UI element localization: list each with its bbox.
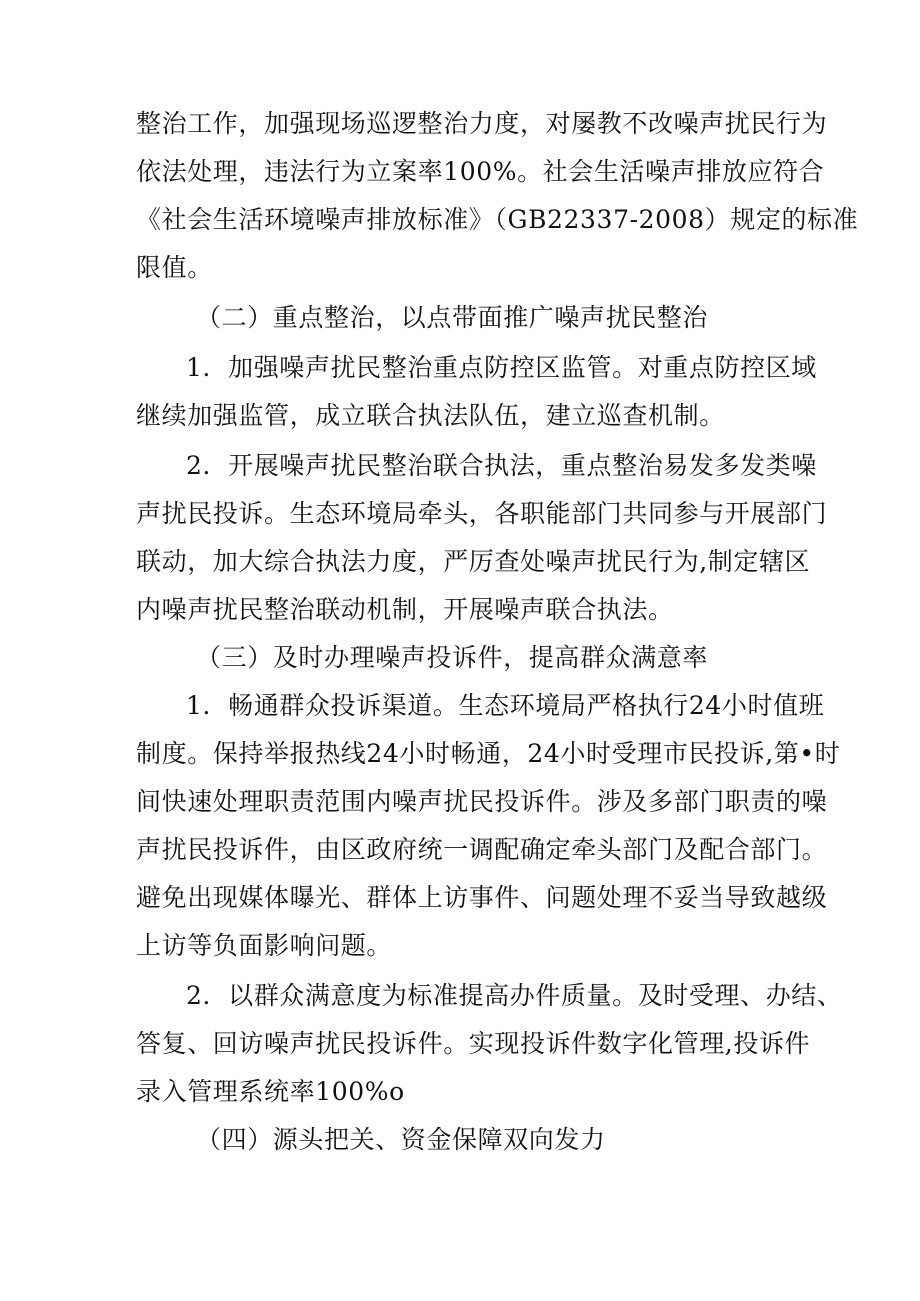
text-line: 《社会生活环境噪声排放标准》（GB22337-2008）规定的标准	[136, 205, 859, 234]
text-line: 2．以群众满意度为标准提高办件质量。及时受理、办结、	[186, 981, 843, 1010]
section-heading: （四）源头把关、资金保障双向发力	[196, 1125, 606, 1154]
section-heading: （二）重点整治，以点带面推广噪声扰民整治	[196, 303, 709, 332]
text-line: 录入管理系统率100%o	[136, 1077, 405, 1106]
text-line: 依法处理，违法行为立案率100%。社会生活噪声排放应符合	[136, 157, 825, 186]
text-line: 限值。	[136, 253, 213, 282]
text-line: 间快速处理职责范围内噪声扰民投诉件。涉及多部门职责的噪	[136, 787, 828, 816]
text-line: 答复、回访噪声扰民投诉件。实现投诉件数字化管理,投诉件	[136, 1029, 811, 1058]
section-heading: （三）及时办理噪声投诉件，提高群众满意率	[196, 643, 709, 672]
text-line: 上访等负面影响问题。	[136, 931, 393, 960]
text-line: 联动，加大综合执法力度，严厉查处噪声扰民行为,制定辖区	[136, 547, 811, 576]
text-line: 1．畅通群众投诉渠道。生态环境局严格执行24小时值班	[186, 691, 825, 720]
text-line: 继续加强监管，成立联合执法队伍，建立巡查机制。	[136, 401, 725, 430]
text-line: 内噪声扰民整治联动机制，开展噪声联合执法。	[136, 595, 674, 624]
text-line: 声扰民投诉。生态环境局牵头，各职能部门共同参与开展部门	[136, 499, 828, 528]
text-line: 整治工作，加强现场巡逻整治力度，对屡教不改噪声扰民行为	[136, 109, 828, 138]
text-line: 避免出现媒体曝光、群体上访事件、问题处理不妥当导致越级	[136, 883, 828, 912]
text-line: 2．开展噪声扰民整治联合执法，重点整治易发多发类噪	[186, 451, 817, 480]
text-line: 制度。保持举报热线24小时畅通，24小时受理市民投诉,第•时	[136, 739, 841, 768]
text-line: 声扰民投诉件，由区政府统一调配确定牵头部门及配合部门。	[136, 835, 828, 864]
text-line: 1．加强噪声扰民整治重点防控区监管。对重点防控区域	[186, 353, 817, 382]
